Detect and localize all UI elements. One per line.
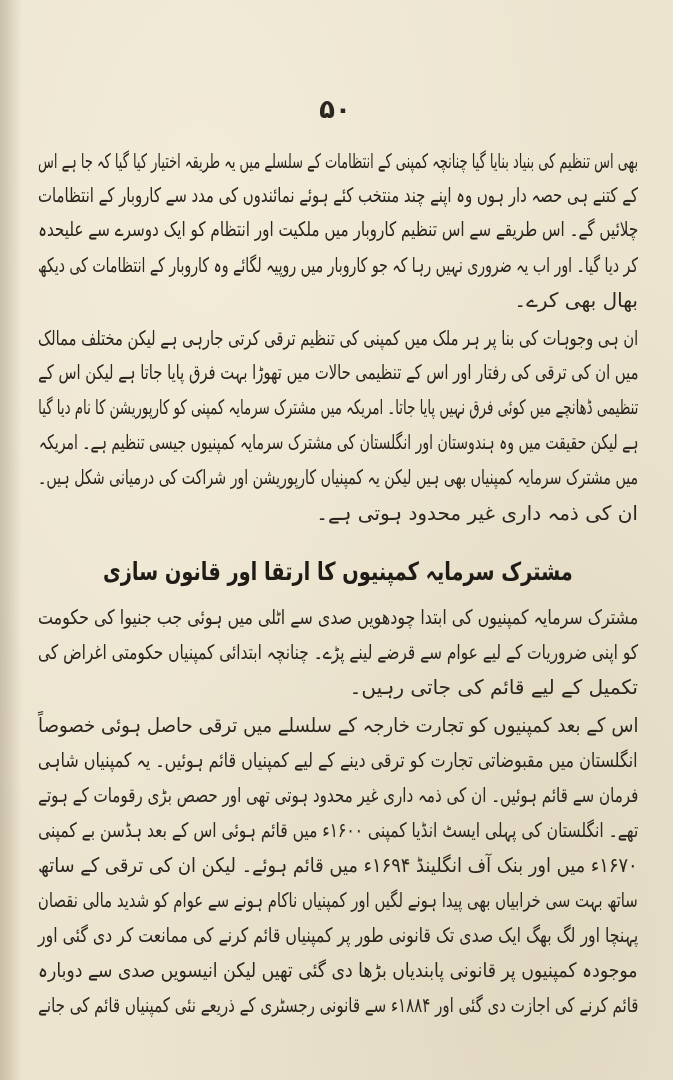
text-line: فرمان سے قائم ہوئیں۔ ان کی ذمہ داری غیر محدود ہوتی تھی اور حصص بڑی رقومات کے ہوتے <box>37 783 638 807</box>
text-line: قائم کرنے کی اجازت دی گئی اور ۱۸۸۴ء سے قانونی رجسٹری کے ذریعے نئی کمپنیاں قائم کی جانے <box>37 993 638 1017</box>
text-line: پہنچا اور لگ بھگ ایک صدی تک قانونی طور پر کمپنیاں قائم کرنے کی ممانعت کر دی گئی اور <box>37 923 638 947</box>
text-line: ہے لیکن حقیقت میں وہ ہندوستان اور انگلستان کی مشترک سرمایہ کمپنیوں جیسی تنظیم ہے۔ امریکہ <box>38 430 638 454</box>
page-binding-shadow <box>0 0 22 1080</box>
text-line: موجودہ کمپنیوں پر قانونی پابندیاں بڑھا دی گئی تھیں لیکن انیسویں صدی سے دوبارہ <box>38 958 638 982</box>
text-line: میں ان کی ترقی کی رفتار اور اس کے تنظیمی حالات میں تھوڑا بہت فرق پایا جاتا ہے لیکن اس کے <box>37 360 638 384</box>
text-line: کے کتنے ہی حصہ دار ہوں وہ اپنے چند منتخب کئے ہوئے نمائندوں کی مدد سے کاروبار کے انتظامات <box>38 183 638 207</box>
text-line: تھے۔ انگلستان کی پہلی ایسٹ انڈیا کمپنی ۱۶۰۰ء میں قائم ہوئی اس کے بعد ہڈسن بے کمپنی <box>37 818 638 842</box>
text-line: ساتھ بہت سی خرابیاں بھی پیدا ہونے لگیں اور کمپنیاں ناکام ہونے سے عوام کو شدید مالی نقصان <box>38 888 638 912</box>
section-heading: مشترک سرمایہ کمپنیوں کا ارتقا اور قانون سازی <box>103 557 573 586</box>
text-line: کر دیا گیا۔ اور اب یہ ضروری نہیں رہا کہ جو کاروبار میں روپیہ لگائے وہ کاروبار کے انتظامات کی دیکھ <box>37 253 638 277</box>
text-line: اس کے بعد کمپنیوں کو تجارت خارجہ کے سلسلے میں ترقی حاصل ہوئی خصوصاً <box>37 713 638 737</box>
text-line: میں مشترک سرمایہ کمپنیاں بھی ہیں لیکن یہ کمپنیاں کارپوریشن اور شراکت کی درمیانی شکل ہیں۔ <box>37 465 638 489</box>
text-line: ان ہی وجوہات کی بنا پر ہر ملک میں کمپنی کی تنظیم ترقی کرتی جارہی ہے لیکن مختلف ممالک <box>37 326 638 350</box>
text-line: مشترک سرمایہ کمپنیوں کی ابتدا چودھویں صدی سے اٹلی میں ہوئی جب جنیوا کی حکومت <box>37 605 638 629</box>
page-number: ۵۰ <box>319 95 351 125</box>
text-line: بھال بھی کرے۔ <box>514 288 638 312</box>
text-line: ۱۶۷۰ء میں اور بنک آف انگلینڈ ۱۶۹۴ء میں قائم ہوئے۔ لیکن ان کی ترقی کے ساتھ <box>38 853 638 877</box>
text-line: انگلستان میں مقبوضاتی تجارت کو ترقی دینے کے لیے کمپنیاں قائم ہوئیں۔ یہ کمپنیاں شاہی <box>38 748 638 772</box>
text-line: بھی اس تنظیم کی بنیاد بنایا گیا چنانچہ کمپنی کے انتظامات کے سلسلے میں یہ طریقہ اختیار کیا گیا کہ جا ہے اس <box>37 149 638 173</box>
text-line: ان کی ذمہ داری غیر محدود ہوتی ہے۔ <box>316 501 638 525</box>
text-line: تکمیل کے لیے قائم کی جاتی رہیں۔ <box>349 675 638 699</box>
text-line: چلائیں گے۔ اس طریقے سے اس تنظیم کاروبار میں ملکیت اور انتظام کو ایک دوسرے سے علیحدہ <box>37 217 638 241</box>
text-line: کو اپنی ضروریات کے لیے عوام سے قرضے لینے پڑے۔ چنانچہ ابتدائی کمپنیاں حکومتی اغراض کی <box>37 640 638 664</box>
text-line: تنظیمی ڈھانچے میں کوئی فرق نہیں پایا جاتا۔ امریکہ میں مشترک سرمایہ کمپنی کو کارپوریشن کا نام دیا گیا <box>37 395 638 419</box>
